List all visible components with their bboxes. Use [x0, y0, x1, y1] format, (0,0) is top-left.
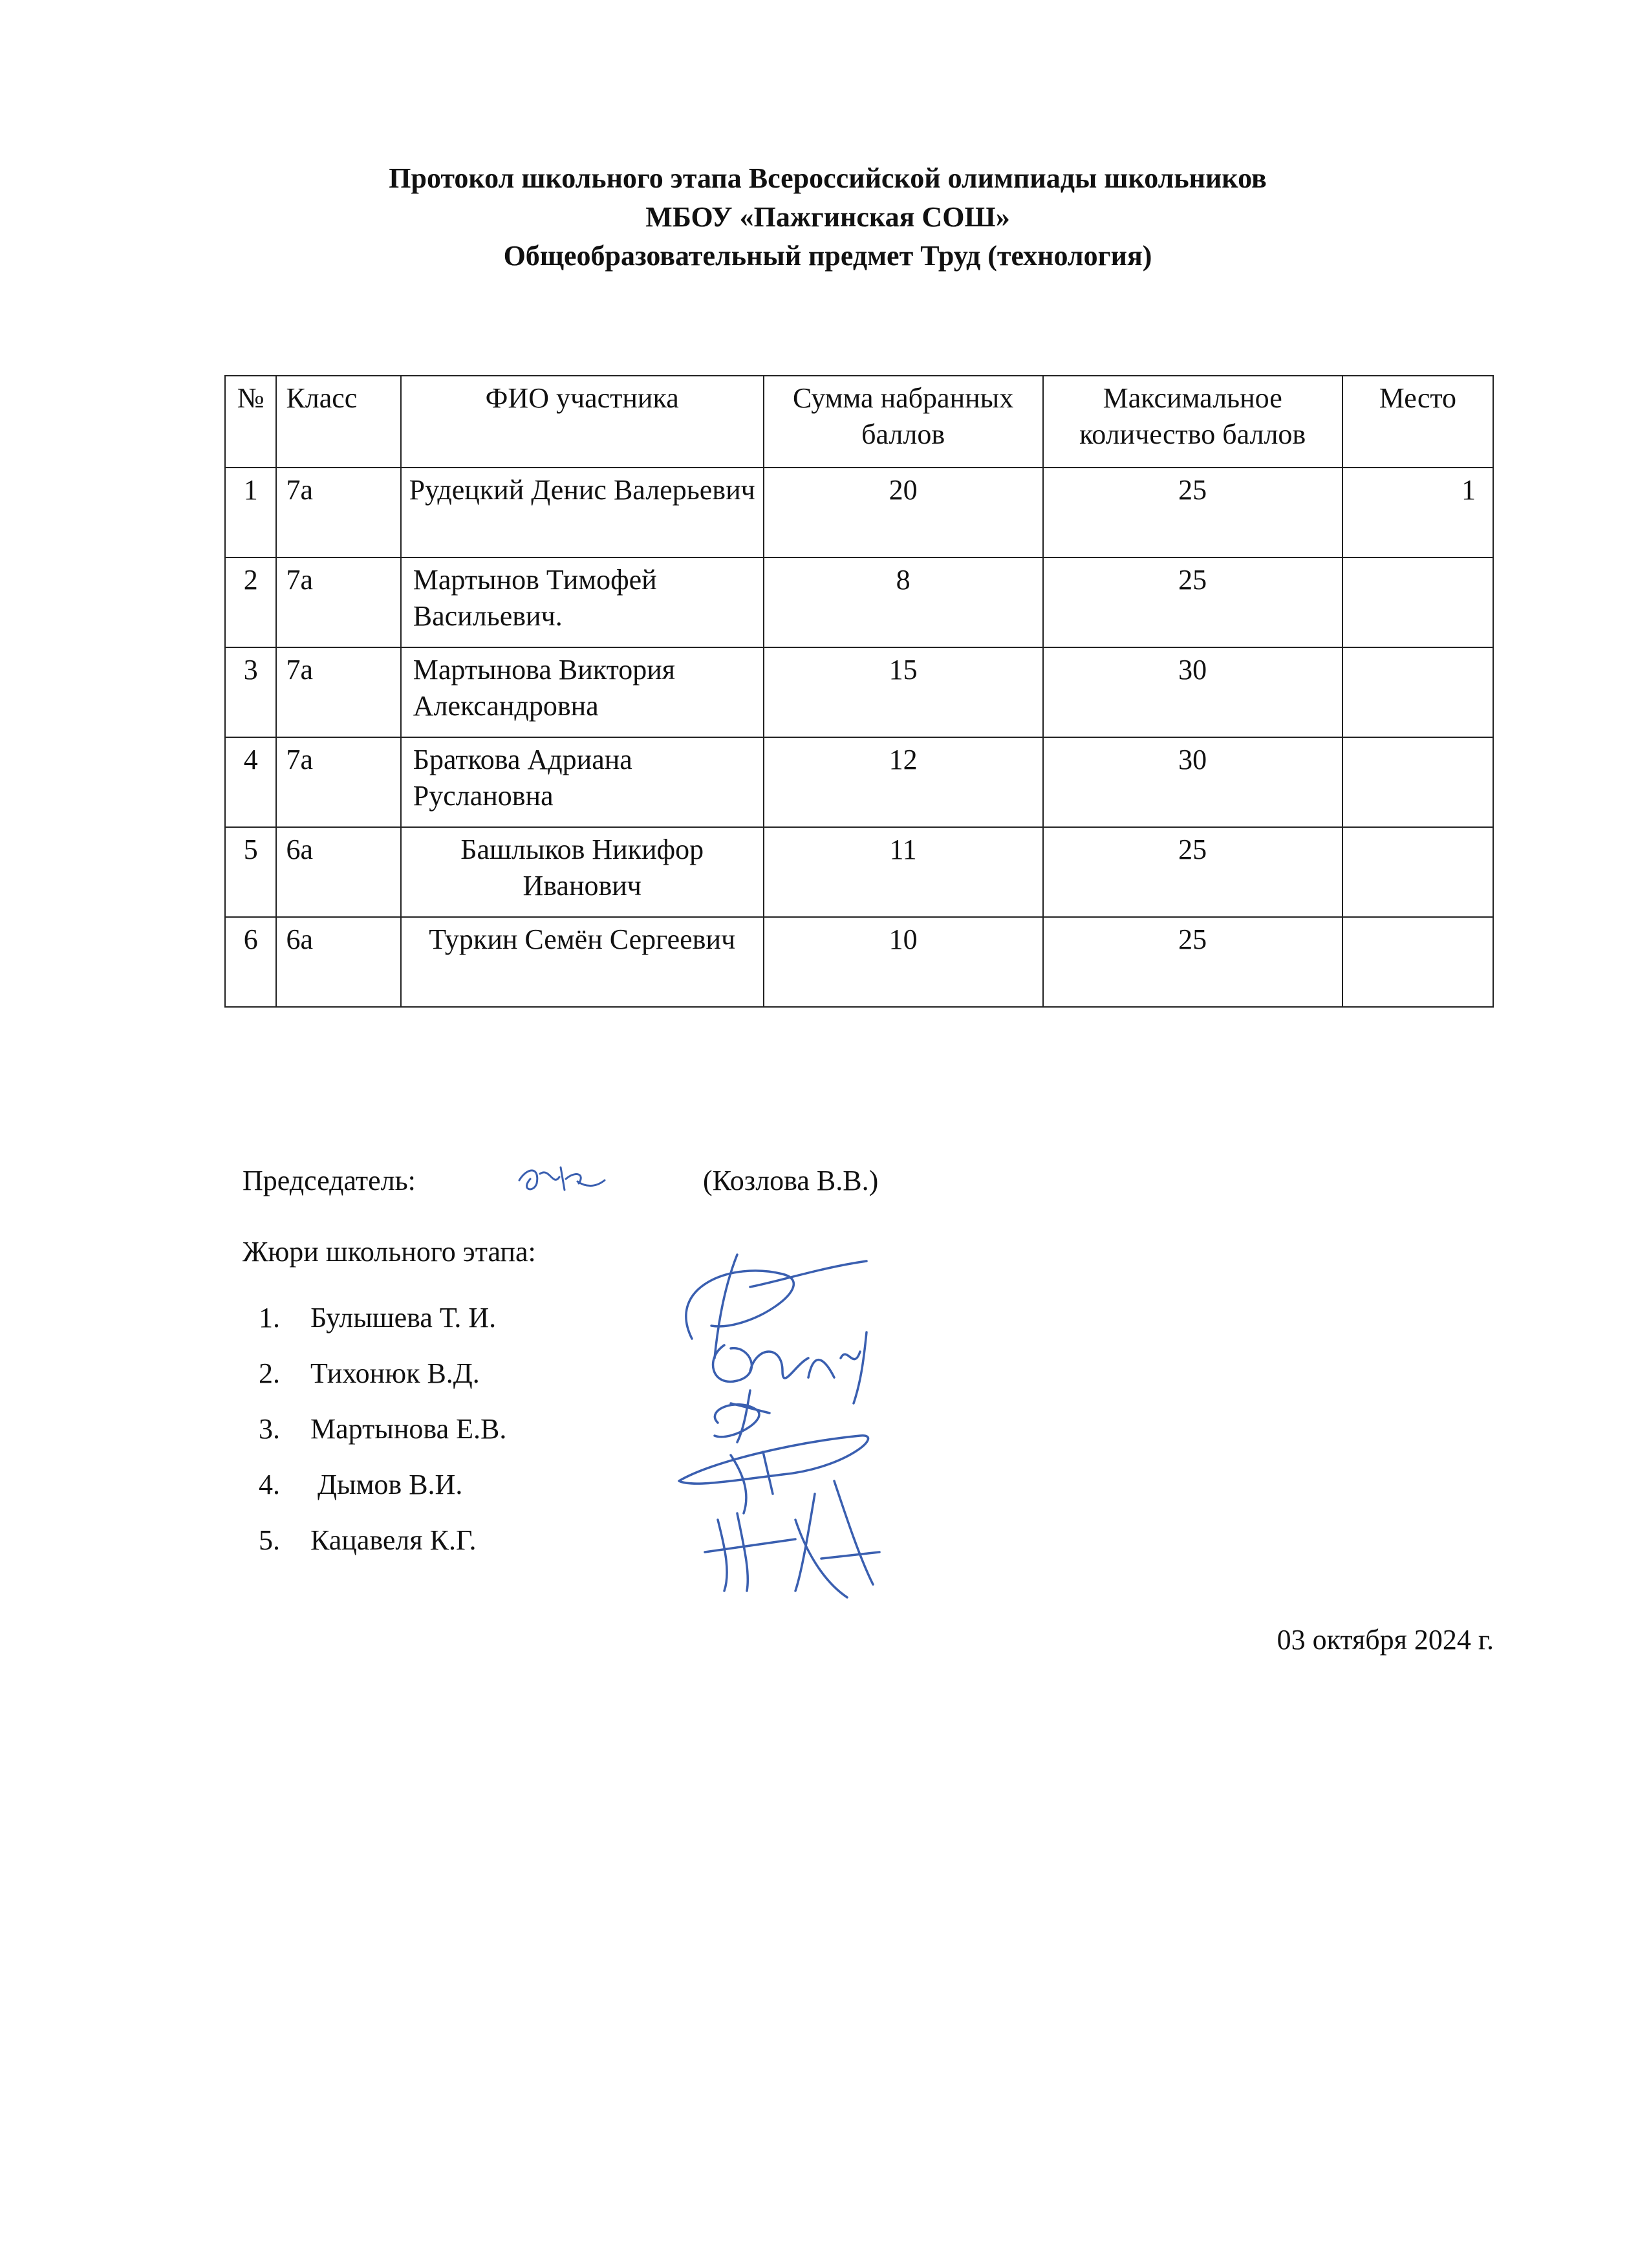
- cell-fio: Башлыков Никифор Иванович: [401, 827, 764, 917]
- header-line-2: МБОУ «Пажгинская СОШ»: [645, 201, 1010, 233]
- cell-place: [1342, 737, 1493, 827]
- col-fio: ФИО участника: [401, 376, 764, 468]
- cell-sum: 10: [764, 917, 1043, 1007]
- cell-class: 7а: [276, 737, 400, 827]
- jury-name: Мартынова Е.В.: [310, 1413, 507, 1445]
- table-row: [225, 827, 1493, 917]
- list-item: 5. Кацавеля К.Г.: [259, 1524, 477, 1556]
- chair-name: (Козлова В.В.): [703, 1165, 879, 1196]
- cell-fio: Мартынов Тимофей Васильевич.: [401, 557, 764, 647]
- cell-fio: Мартынова Виктория Александровна: [401, 647, 764, 737]
- cell-max: 25: [1043, 468, 1342, 557]
- cell-place: [1342, 827, 1493, 917]
- table-row: [225, 647, 1493, 737]
- cell-num: 4: [225, 737, 276, 827]
- chair-label: Председатель:: [242, 1165, 416, 1196]
- jury-signatures: [653, 1248, 944, 1610]
- col-number: №: [225, 376, 276, 468]
- list-item: 4. Дымов В.И.: [259, 1469, 463, 1500]
- col-place: Место: [1342, 376, 1493, 468]
- col-class: Класс: [276, 376, 400, 468]
- document-header: [220, 159, 1436, 275]
- table-row: [225, 917, 1493, 1007]
- cell-num: 1: [225, 468, 276, 557]
- cell-place: 1: [1342, 468, 1493, 557]
- jury-name: Тихонюк В.Д.: [310, 1357, 480, 1389]
- cell-fio: Рудецкий Денис Валерьевич: [401, 468, 764, 557]
- cell-sum: 11: [764, 827, 1043, 917]
- cell-place: [1342, 557, 1493, 647]
- cell-class: 6а: [276, 827, 400, 917]
- list-item: 1. Булышева Т. И.: [259, 1302, 497, 1334]
- cell-max: 25: [1043, 557, 1342, 647]
- jury-name: Кацавеля К.Г.: [310, 1524, 477, 1556]
- results-table: [224, 375, 1494, 1008]
- cell-sum: 8: [764, 557, 1043, 647]
- cell-num: 6: [225, 917, 276, 1007]
- cell-class: 6а: [276, 917, 400, 1007]
- chair-signature: [514, 1154, 611, 1200]
- cell-fio: Браткова Адриана Руслановна: [401, 737, 764, 827]
- table-row: [225, 557, 1493, 647]
- cell-sum: 20: [764, 468, 1043, 557]
- col-max: Максимальное количество баллов: [1043, 376, 1342, 468]
- cell-class: 7а: [276, 468, 400, 557]
- cell-sum: 12: [764, 737, 1043, 827]
- cell-class: 7а: [276, 557, 400, 647]
- table-row: [225, 468, 1493, 557]
- cell-sum: 15: [764, 647, 1043, 737]
- jury-name: Дымов В.И.: [310, 1469, 463, 1500]
- table-row: [225, 737, 1493, 827]
- cell-num: 3: [225, 647, 276, 737]
- cell-fio: Туркин Семён Сергеевич: [401, 917, 764, 1007]
- header-line-3: Общеобразовательный предмет Труд (технология): [503, 240, 1152, 272]
- list-item: 2. Тихонюк В.Д.: [259, 1357, 480, 1389]
- cell-place: [1342, 917, 1493, 1007]
- cell-num: 2: [225, 557, 276, 647]
- table-header-row: [225, 376, 1493, 468]
- jury-list: [259, 1300, 506, 1578]
- header-line-1: Протокол школьного этапа Всероссийской олимпиады школьников: [389, 162, 1267, 194]
- cell-num: 5: [225, 827, 276, 917]
- cell-max: 30: [1043, 647, 1342, 737]
- cell-max: 30: [1043, 737, 1342, 827]
- list-item: 3. Мартынова Е.В.: [259, 1413, 507, 1445]
- cell-max: 25: [1043, 917, 1342, 1007]
- document-date: 03 октября 2024 г.: [1277, 1624, 1494, 1656]
- jury-label: Жюри школьного этапа:: [242, 1236, 536, 1268]
- cell-place: [1342, 647, 1493, 737]
- jury-name: Булышева Т. И.: [310, 1302, 497, 1334]
- col-sum: Сумма набранных баллов: [764, 376, 1043, 468]
- cell-class: 7а: [276, 647, 400, 737]
- cell-max: 25: [1043, 827, 1342, 917]
